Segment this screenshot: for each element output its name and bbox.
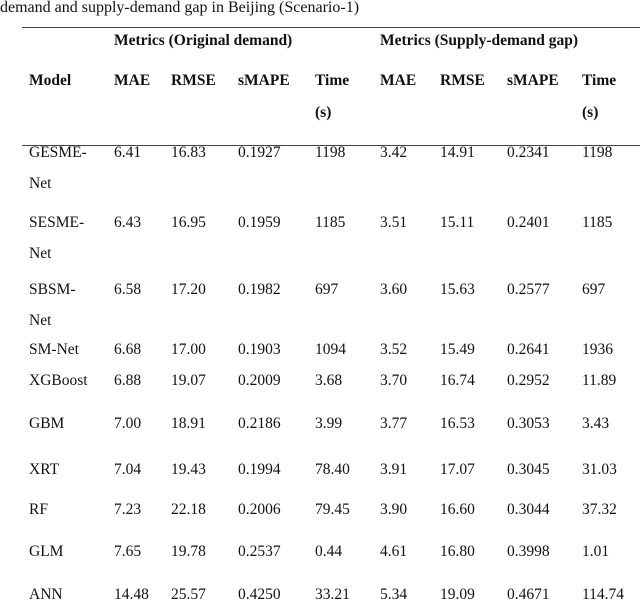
model-name: SESME- xyxy=(29,214,85,231)
table-cell: 1936 xyxy=(582,341,613,358)
table-cell: 16.60 xyxy=(440,501,475,518)
table-cell: 7.04 xyxy=(114,461,142,478)
table-cell: 16.80 xyxy=(440,543,475,560)
table-cell: 0.2009 xyxy=(238,372,281,389)
group-header-original-demand: Metrics (Original demand) xyxy=(114,32,293,49)
table-cell: 19.09 xyxy=(440,586,475,603)
column-header-model: Model xyxy=(29,72,72,89)
table-cell: 3.42 xyxy=(380,144,408,161)
table-cell: 697 xyxy=(582,281,606,298)
table-cell: 17.20 xyxy=(171,281,206,298)
table-cell: 1.01 xyxy=(582,543,610,560)
table-cell: 6.88 xyxy=(114,372,142,389)
table-cell: 19.43 xyxy=(171,461,206,478)
model-name: Net xyxy=(29,312,52,329)
table-cell: 31.03 xyxy=(582,461,617,478)
column-header-rmse: RMSE xyxy=(171,72,216,89)
model-name: SBSM- xyxy=(29,281,76,298)
table-cell: 19.07 xyxy=(171,372,206,389)
table-top-rule xyxy=(22,27,640,28)
model-name: ANN xyxy=(29,586,63,603)
column-header-smape: sMAPE xyxy=(238,72,290,89)
table-cell: 37.32 xyxy=(582,501,617,518)
model-name: SM-Net xyxy=(29,341,79,358)
table-cell: 1185 xyxy=(582,214,613,231)
table-caption: demand and supply-demand gap in Beijing (Scenario-1) xyxy=(0,0,360,16)
table-cell: 78.40 xyxy=(315,461,350,478)
table-cell: 1198 xyxy=(582,144,613,161)
table-cell: 22.18 xyxy=(171,501,206,518)
table-cell: 0.2537 xyxy=(238,543,281,560)
table-cell: 0.2952 xyxy=(507,372,550,389)
table-cell: 0.3053 xyxy=(507,415,550,432)
table-cell: 3.51 xyxy=(380,214,408,231)
table-cell: 3.70 xyxy=(380,372,408,389)
table-cell: 15.63 xyxy=(440,281,475,298)
table-cell: 7.23 xyxy=(114,501,142,518)
table-cell: 0.1959 xyxy=(238,214,281,231)
table-cell: 15.11 xyxy=(440,214,475,231)
table-cell: 19.78 xyxy=(171,543,206,560)
model-name: GESME- xyxy=(29,144,87,161)
table-cell: 0.1982 xyxy=(238,281,281,298)
table-cell: 3.90 xyxy=(380,501,408,518)
column-header-smape: sMAPE xyxy=(507,72,559,89)
table-cell: 7.65 xyxy=(114,543,142,560)
table-cell: 0.44 xyxy=(315,543,343,560)
table-cell: 5.34 xyxy=(380,586,408,603)
table-cell: 0.3044 xyxy=(507,501,550,518)
group-header-supply-demand-gap: Metrics (Supply-demand gap) xyxy=(380,32,579,49)
column-header-time-unit: (s) xyxy=(582,104,599,121)
table-cell: 16.83 xyxy=(171,144,206,161)
table-cell: 0.1994 xyxy=(238,461,281,478)
table-cell: 14.48 xyxy=(114,586,149,603)
table-cell: 6.58 xyxy=(114,281,142,298)
table-cell: 6.43 xyxy=(114,214,142,231)
table-cell: 0.2401 xyxy=(507,214,550,231)
column-header-rmse: RMSE xyxy=(440,72,485,89)
table-cell: 17.07 xyxy=(440,461,475,478)
table-cell: 0.4250 xyxy=(238,586,281,603)
column-header-time: Time xyxy=(582,72,617,89)
table-cell: 0.2006 xyxy=(238,501,281,518)
table-cell: 0.2641 xyxy=(507,341,550,358)
table-cell: 17.00 xyxy=(171,341,206,358)
table-cell: 0.1927 xyxy=(238,144,281,161)
table-cell: 1198 xyxy=(315,144,346,161)
table-cell: 114.74 xyxy=(582,586,625,603)
table-cell: 0.1903 xyxy=(238,341,281,358)
table-cell: 0.3998 xyxy=(507,543,550,560)
table-cell: 3.60 xyxy=(380,281,408,298)
table-cell: 25.57 xyxy=(171,586,206,603)
table-cell: 0.4671 xyxy=(507,586,550,603)
model-name: GBM xyxy=(29,415,65,432)
table-cell: 6.68 xyxy=(114,341,142,358)
table-cell: 1185 xyxy=(315,214,346,231)
table-cell: 3.43 xyxy=(582,415,610,432)
model-name: GLM xyxy=(29,543,64,560)
model-name: RF xyxy=(29,501,48,518)
table-cell: 0.2341 xyxy=(507,144,550,161)
column-header-time: Time xyxy=(315,72,350,89)
column-header-mae: MAE xyxy=(380,72,417,89)
table-cell: 3.77 xyxy=(380,415,408,432)
table-cell: 16.53 xyxy=(440,415,475,432)
table-cell: 0.2186 xyxy=(238,415,281,432)
table-cell: 6.41 xyxy=(114,144,142,161)
table-cell: 3.91 xyxy=(380,461,408,478)
model-name: Net xyxy=(29,175,52,192)
model-name: XRT xyxy=(29,461,60,478)
table-cell: 1094 xyxy=(315,341,346,358)
column-header-time-unit: (s) xyxy=(315,104,332,121)
model-name: XGBoost xyxy=(29,372,88,389)
table-cell: 79.45 xyxy=(315,501,350,518)
table-cell: 3.52 xyxy=(380,341,408,358)
table-cell: 4.61 xyxy=(380,543,408,560)
model-name: Net xyxy=(29,245,52,262)
table-cell: 15.49 xyxy=(440,341,475,358)
table-cell: 3.68 xyxy=(315,372,343,389)
table-cell: 0.3045 xyxy=(507,461,550,478)
column-header-mae: MAE xyxy=(114,72,151,89)
table-cell: 33.21 xyxy=(315,586,350,603)
table-cell: 3.99 xyxy=(315,415,343,432)
table-cell: 16.95 xyxy=(171,214,206,231)
table-cell: 0.2577 xyxy=(507,281,550,298)
table-cell: 14.91 xyxy=(440,144,475,161)
table-cell: 16.74 xyxy=(440,372,475,389)
table-cell: 11.89 xyxy=(582,372,617,389)
table-cell: 7.00 xyxy=(114,415,142,432)
table-cell: 697 xyxy=(315,281,339,298)
table-cell: 18.91 xyxy=(171,415,206,432)
